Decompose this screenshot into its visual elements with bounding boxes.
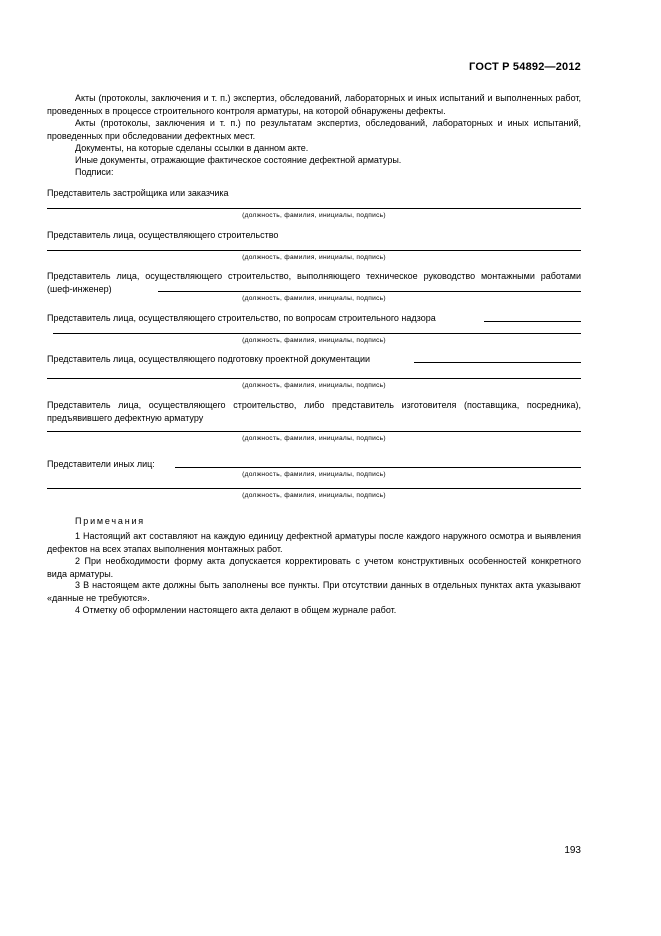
signature-line [175, 467, 581, 468]
intro-paragraph-4: Иные документы, отражающие фактическое состояние дефектной арматуры. [75, 155, 402, 165]
signature-caption: (должность, фамилия, инициалы, подпись) [242, 295, 386, 302]
notes-title: Примечания [75, 516, 145, 526]
signature-caption: (должность, фамилия, инициалы, подпись) [242, 492, 386, 499]
signature-line [414, 362, 581, 363]
intro-paragraph-2: Акты (протоколы, заключения и т. п.) по результатам экспертиз, обследований, лабораторных и иных испытаний, проведенных при обследовании дефектных мест. [47, 118, 581, 141]
signature-caption: (должность, фамилия, инициалы, подпись) [242, 254, 386, 261]
signature-caption: (должность, фамилия, инициалы, подпись) [242, 212, 386, 219]
document-standard-id: ГОСТ Р 54892—2012 [469, 61, 581, 73]
signature-label-construction-control: Представитель лица, осуществляющего строительство, по вопросам строительного надзора [47, 313, 436, 323]
signature-label-manufacturer: Представитель лица, осуществляющего строительство, либо представитель изготовителя (поставщика, посредника), предъявившего дефектную арматуру [47, 400, 581, 423]
signature-label-others: Представители иных лиц: [47, 459, 155, 469]
signature-line [47, 488, 581, 489]
signature-label-supervisor: Представитель лица, осуществляющего строительство, выполняющего техническое руководство монтажными работами (шеф-инженер) [47, 271, 581, 294]
note-item-3: 3 В настоящем акте должны быть заполнены все пункты. При отсутствии данных в отдельных пунктах акта указывают «данные не требуются». [47, 580, 581, 603]
signature-caption: (должность, фамилия, инициалы, подпись) [242, 337, 386, 344]
signature-line [53, 333, 581, 334]
signature-label-builder: Представитель лица, осуществляющего строительство [47, 230, 279, 240]
signature-caption: (должность, фамилия, инициалы, подпись) [242, 435, 386, 442]
signature-line [47, 250, 581, 251]
signature-caption: (должность, фамилия, инициалы, подпись) [242, 382, 386, 389]
signature-label-developer: Представитель застройщика или заказчика [47, 188, 229, 198]
signature-caption: (должность, фамилия, инициалы, подпись) [242, 471, 386, 478]
page-number: 193 [564, 845, 581, 856]
signatures-heading: Подписи: [75, 167, 114, 177]
note-item-1: 1 Настоящий акт составляют на каждую единицу дефектной арматуры после каждого наружного осмотра и выявления дефектов на всех этапах выполнения монтажных работ. [47, 531, 581, 554]
note-item-4: 4 Отметку об оформлении настоящего акта делают в общем журнале работ. [75, 605, 397, 615]
signature-line [158, 291, 581, 292]
intro-paragraph-1: Акты (протоколы, заключения и т. п.) экспертиз, обследований, лабораторных и иных испытаний и выполненных работ, проведенных в процессе строительного контроля арматуры, на которой обнаружены дефекты. [47, 93, 581, 116]
note-item-2: 2 При необходимости форму акта допускается корректировать с учетом конструктивных особенностей конкретного вида арматуры. [47, 556, 581, 579]
signature-line [484, 321, 581, 322]
signature-label-design: Представитель лица, осуществляющего подготовку проектной документации [47, 354, 371, 364]
signature-line [47, 431, 581, 432]
intro-paragraph-3: Документы, на которые сделаны ссылки в данном акте. [75, 143, 309, 153]
signature-line [47, 378, 581, 379]
signature-line [47, 208, 581, 209]
